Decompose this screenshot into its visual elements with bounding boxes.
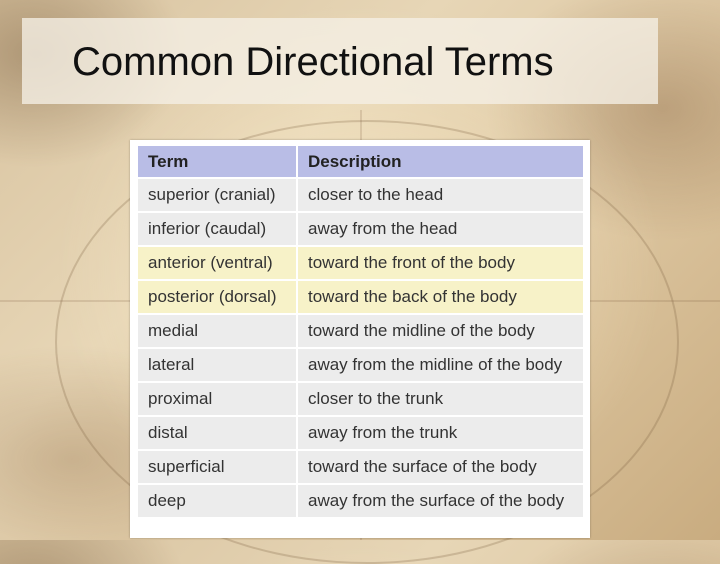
table-row xyxy=(137,484,584,518)
table-row xyxy=(137,212,584,246)
term-cell: medial xyxy=(137,314,297,348)
table-row xyxy=(137,314,584,348)
column-header-term: Term xyxy=(137,145,297,178)
description-cell: away from the head xyxy=(297,212,584,246)
term-cell: anterior (ventral) xyxy=(137,246,297,280)
table-row xyxy=(137,178,584,212)
description-cell: away from the surface of the body xyxy=(297,484,584,518)
table-row xyxy=(137,450,584,484)
slide-title: Common Directional Terms xyxy=(72,40,554,84)
term-cell: inferior (caudal) xyxy=(137,212,297,246)
directional-terms-table xyxy=(136,144,585,519)
term-cell: proximal xyxy=(137,382,297,416)
description-cell: closer to the trunk xyxy=(297,382,584,416)
directional-terms-table-panel xyxy=(130,140,590,538)
description-cell: toward the surface of the body xyxy=(297,450,584,484)
table-row xyxy=(137,348,584,382)
term-cell: superficial xyxy=(137,450,297,484)
table-row xyxy=(137,280,584,314)
description-cell: closer to the head xyxy=(297,178,584,212)
table-row xyxy=(137,382,584,416)
description-cell: toward the midline of the body xyxy=(297,314,584,348)
description-cell: toward the front of the body xyxy=(297,246,584,280)
term-cell: lateral xyxy=(137,348,297,382)
term-cell: distal xyxy=(137,416,297,450)
term-cell: posterior (dorsal) xyxy=(137,280,297,314)
description-cell: away from the trunk xyxy=(297,416,584,450)
table-row xyxy=(137,246,584,280)
term-cell: deep xyxy=(137,484,297,518)
description-cell: away from the midline of the body xyxy=(297,348,584,382)
table-header-row xyxy=(137,145,584,178)
description-cell: toward the back of the body xyxy=(297,280,584,314)
term-cell: superior (cranial) xyxy=(137,178,297,212)
column-header-description: Description xyxy=(297,145,584,178)
table-row xyxy=(137,416,584,450)
